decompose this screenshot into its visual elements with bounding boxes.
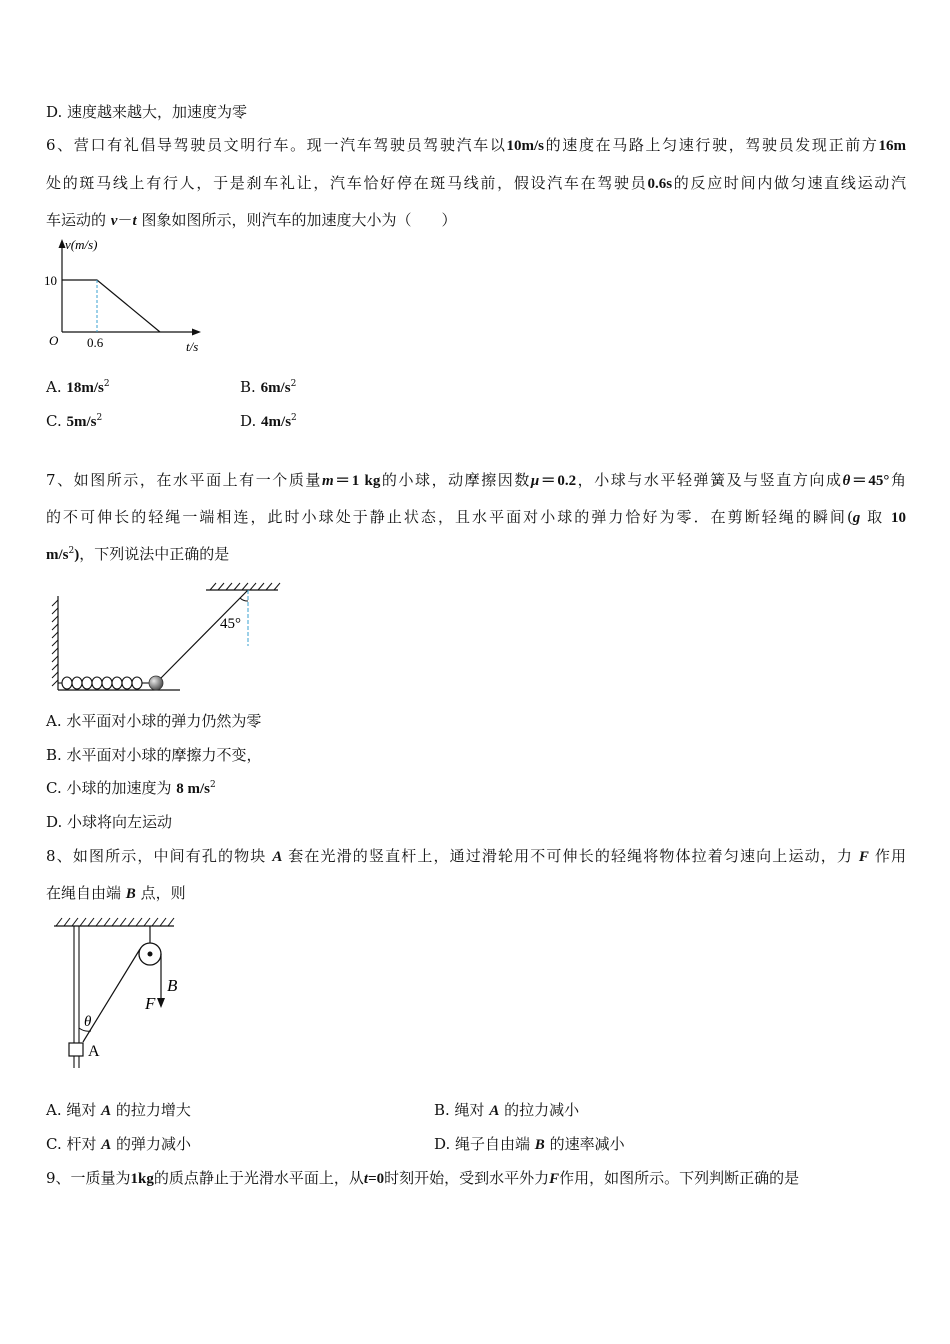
ball: [149, 676, 163, 690]
option-value: 5m/s: [66, 414, 97, 430]
option-text: B. 水平面对小球的摩擦力不变，: [46, 746, 262, 764]
q8-option-a[interactable]: [46, 1099, 191, 1122]
variable: μ: [530, 473, 540, 489]
text: 车运动的: [46, 211, 107, 229]
ceiling-hatch: [210, 583, 280, 590]
y-axis-label: v(m/s): [65, 237, 98, 252]
variable: t: [363, 1171, 369, 1187]
left-wall-hatch: [52, 600, 58, 686]
variable: t: [132, 213, 137, 229]
variable: A: [272, 849, 283, 865]
text: 图象如图所示，则汽车的加速度大小为（ ）: [141, 211, 457, 229]
rope-to-block: [83, 949, 140, 1042]
quantity: 10m/s: [506, 138, 545, 154]
text: 取: [867, 508, 885, 526]
text: 角: [889, 471, 906, 489]
ceiling-hatch: [56, 918, 174, 926]
text: ，下列说法中正确的是: [79, 545, 230, 563]
force-arrow: [157, 998, 165, 1008]
variable: m: [321, 473, 334, 489]
q7-option-b[interactable]: [46, 744, 262, 766]
option-value: 18m/s: [66, 380, 104, 396]
option-text: D. 小球将向左运动: [46, 813, 173, 831]
spring: [58, 677, 149, 689]
variable: B: [125, 886, 136, 902]
quantity: =0: [368, 1171, 385, 1187]
text: 在绳自由端: [46, 884, 122, 902]
text: 7、如图所示，在水平面上有一个质量: [46, 471, 322, 489]
label-b: B: [167, 976, 178, 995]
option-text: 的拉力增大: [111, 1101, 191, 1119]
text: 作用: [874, 847, 906, 865]
q6-stem-line-3: [46, 209, 456, 232]
quantity: 0.2: [557, 473, 577, 489]
text: 作用，如图所示。下列判断正确的是: [559, 1169, 800, 1187]
option-text: C. 杆对: [46, 1135, 102, 1153]
q7-option-d[interactable]: [46, 811, 172, 833]
option-text: A. 绳对: [46, 1101, 102, 1119]
option-value: 8 m/s: [176, 781, 211, 797]
variable: v: [110, 213, 118, 229]
option-letter: A.: [46, 378, 67, 396]
text: 时刻开始，受到水平外力: [384, 1169, 550, 1187]
text: 6、营口有礼倡导驾驶员文明行车。现一汽车驾驶员驾驶汽车以: [46, 136, 507, 154]
quantity: 16m: [878, 138, 906, 154]
q6-stem-line-1: [46, 134, 906, 157]
x-axis-label: t/s: [186, 339, 199, 354]
option-letter: B.: [240, 378, 261, 396]
exponent: 2: [210, 780, 216, 790]
option-text: A. 水平面对小球的弹力仍然为零: [46, 712, 262, 730]
text: 8、如图所示，中间有孔的物块: [46, 847, 267, 865]
q7-spring-figure: [48, 578, 288, 696]
option-value: 4m/s: [261, 414, 292, 430]
text: 的不可伸长的轻绳一端相连，此时小球处于静止状态，且水平面对小球的弹力恰好为零．在剪断轻绳的瞬间(: [46, 508, 853, 526]
q8-pulley-figure: [50, 912, 200, 1072]
variable: θ: [842, 473, 851, 489]
pulley-axle: [148, 952, 153, 957]
exponent: 2: [68, 546, 75, 556]
quantity: 1 kg: [351, 473, 381, 489]
q7-stem-line-3: [46, 543, 229, 566]
text: 处的斑马线上有行人，于是刹车礼让，汽车恰好停在斑马线前，假设汽车在驾驶员: [46, 174, 648, 192]
text: ＝: [539, 473, 558, 489]
q7-stem-line-1: [46, 469, 906, 492]
q8-stem-line-1: [46, 845, 906, 868]
option-letter: D.: [240, 412, 262, 430]
option-letter: C.: [46, 412, 67, 430]
quantity: 1kg: [130, 1171, 154, 1187]
text: 9、一质量为: [46, 1169, 131, 1187]
q6-option-d[interactable]: [240, 410, 297, 433]
variable: F: [549, 1171, 560, 1187]
option-text: C. 小球的加速度为: [46, 779, 172, 797]
x-axis-arrow: [192, 329, 201, 336]
quantity: 0.6s: [647, 176, 673, 192]
text: －: [117, 211, 133, 229]
text: 的质点静止于光滑水平面上，从: [153, 1169, 364, 1187]
q6-vt-graph: [40, 236, 220, 358]
option-text: D. 绳子自由端: [434, 1135, 535, 1153]
text: 的速度在马路上匀速行驶，驾驶员发现正前方: [544, 136, 879, 154]
angle-arc: [240, 598, 248, 601]
variable: B: [534, 1137, 545, 1153]
q7-option-a[interactable]: [46, 710, 261, 732]
text: 的小球，动摩擦因数: [380, 471, 531, 489]
label-a: A: [88, 1043, 100, 1060]
label-theta: θ: [84, 1014, 92, 1030]
text: 套在光滑的竖直杆上，通过滑轮用不可伸长的轻绳将物体拉着匀速向上运动，力: [288, 847, 853, 865]
text: 点，则: [140, 884, 186, 902]
q8-option-b[interactable]: [434, 1099, 579, 1122]
q7-option-c[interactable]: [46, 777, 216, 800]
q6-option-b[interactable]: [240, 376, 296, 399]
text: 的反应时间内做匀速直线运动汽: [672, 174, 906, 192]
variable: A: [489, 1103, 500, 1119]
exponent: 2: [291, 413, 297, 423]
quantity: 10: [890, 510, 906, 526]
x-tick-label: 0.6: [87, 335, 104, 350]
q9-stem-line-1: [46, 1167, 799, 1190]
variable: F: [858, 849, 869, 865]
text: ): [74, 547, 80, 563]
option-text: B. 绳对: [434, 1101, 490, 1119]
option-text: 的拉力减小: [499, 1101, 580, 1119]
angle-label: 45°: [220, 616, 241, 632]
prev-question-option-d: [46, 101, 247, 123]
q7-stem-line-2: [46, 506, 906, 529]
text: ＝: [850, 473, 869, 489]
vt-line: [62, 280, 160, 332]
y-tick-label: 10: [44, 273, 57, 288]
q8-stem-line-2: [46, 882, 186, 905]
text: ＝: [333, 473, 352, 489]
exponent: 2: [103, 379, 110, 389]
option-text: 的速率减小: [544, 1135, 625, 1153]
text: ，小球与水平轻弹簧及与竖直方向成: [576, 471, 843, 489]
exponent: 2: [290, 379, 297, 389]
label-f: F: [145, 994, 156, 1013]
q6-option-a[interactable]: [46, 376, 110, 399]
origin-label: O: [49, 333, 59, 348]
exponent: 2: [96, 413, 103, 423]
quantity: m/s: [46, 547, 69, 563]
variable: A: [101, 1103, 112, 1119]
quantity: 45°: [868, 473, 890, 489]
q8-option-c[interactable]: [46, 1133, 191, 1156]
variable: A: [101, 1137, 112, 1153]
q6-stem-line-2: [46, 172, 906, 195]
option-text: 的弹力减小: [111, 1135, 192, 1153]
q8-option-d[interactable]: [434, 1133, 625, 1156]
option-value: 6m/s: [260, 380, 291, 396]
variable: g: [852, 510, 861, 526]
q6-option-c[interactable]: [46, 410, 102, 433]
rope: [161, 590, 248, 678]
block-a: [69, 1043, 83, 1056]
option-text: D. 速度越来越大，加速度为零: [46, 103, 248, 121]
